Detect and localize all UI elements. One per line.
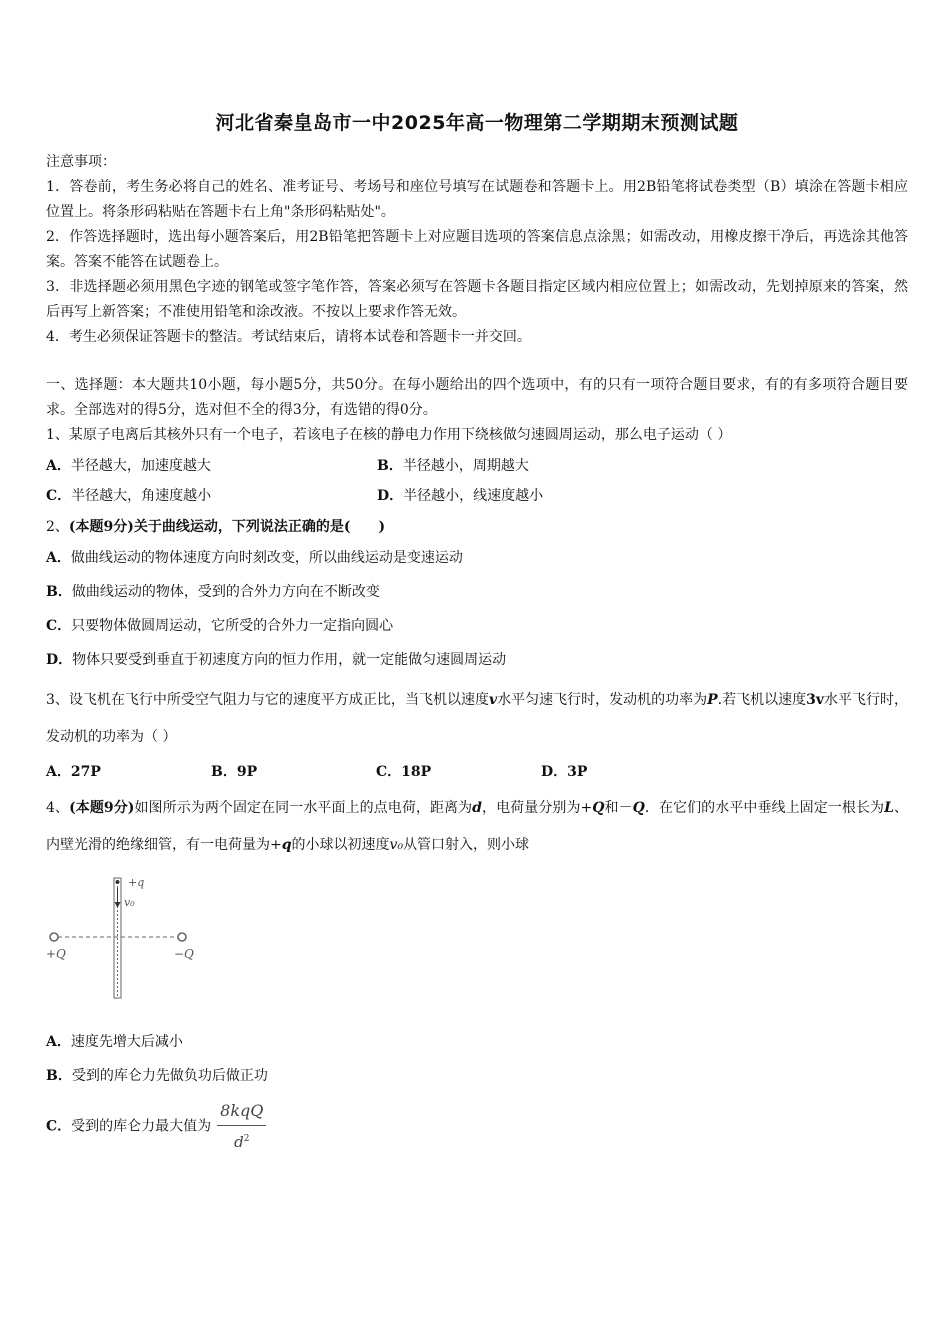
option-letter: C． [46,618,72,634]
question-1-options-row-2 [46,484,908,509]
label-plus-big-q: +Q [46,947,66,961]
option-letter: D． [541,764,568,780]
text-run: ．在它们的水平中垂线上固定一根长为 [644,800,885,816]
velocity-arrow-head [115,902,121,908]
charge-tube-figure [46,874,206,1004]
var-v: v [488,692,498,708]
question-3-options [46,760,908,785]
option-letter: B． [377,458,403,474]
text-run: 、内壁光滑的绝缘细管，有一电荷量为+ [46,800,909,853]
option-letter: B． [46,1068,72,1084]
text-run: 3、设飞机在飞行中所受空气阻力与它的速度平方成正比，当飞机以速度 [46,692,489,708]
option-letter: B． [46,584,72,600]
option-letter: C． [46,488,72,504]
text-run: .若飞机以速度 [717,692,807,708]
section-heading: 一、选择题：本大题共10小题，每小题5分，共50分。在每小题给出的四个选项中，有的只有一项符合题目要求，有的有多项符合题目要求。全部选对的得5分，选对但不全的得3分，有选错的得0分。 [46,377,908,418]
option-b[interactable] [46,1064,908,1089]
small-ball [116,880,120,884]
option-text: 受到的库仑力先做负功后做正功 [71,1068,268,1084]
label-v0: v₀ [124,896,135,909]
question-3 [46,682,908,785]
text-run: 的小球以初速度 [291,837,390,853]
question-score: (本题9分) [68,519,134,535]
exam-page [46,110,908,1164]
option-b[interactable] [211,760,376,785]
notice-item-4: 4．考生必须保证答题卡的整洁。考试结束后，请将本试卷和答题卡一并交回。 [46,329,531,345]
option-text: 9P [236,764,258,780]
var-d: d [472,800,482,816]
option-text: 半径越大，角速度越小 [71,488,212,504]
question-1 [46,423,908,509]
coulomb-max-formula [217,1098,266,1155]
notice-item-2: 2．作答选择题时，选出每小题答案后，用2B铅笔把答题卡上对应题目选项的答案信息点涂黑；如需改动，用橡皮擦干净后，再选涂其他答案。答案不能答在试题卷上。 [46,229,908,270]
question-2 [46,515,908,673]
question-1-options-row-1 [46,454,908,479]
option-text: 半径越大，加速度越大 [70,458,211,474]
option-letter: C． [46,1118,72,1135]
option-c[interactable] [46,614,908,639]
question-3-stem [46,682,908,756]
option-letter: B． [211,764,237,780]
option-text: 27P [70,764,101,780]
text-run: 从管口射入，则小球 [403,837,530,853]
notice-heading: 注意事项： [46,154,116,170]
option-text: 3P [567,764,588,780]
question-number: 4、 [46,800,70,816]
option-d[interactable] [46,648,908,673]
option-letter: D． [377,488,404,504]
text-run: 水平匀速飞行时，发动机的功率为 [497,692,708,708]
var-3v: 3v [806,692,825,708]
option-c[interactable] [376,760,541,785]
var-q-minus: Q [632,800,645,816]
option-d[interactable] [377,484,708,509]
option-text: 18P [401,764,432,780]
var-q-small: q [281,837,292,853]
question-2-stem [46,515,908,540]
text-run: ，电荷量分别为+ [481,800,593,816]
formula-denominator: $d^2$ [234,1133,250,1151]
question-4-stem [46,790,908,864]
text-run: 水平飞行时，发动机的功率为（ ） [46,692,909,745]
notice-item-3: 3．非选择题必须用黑色字迹的钢笔或签字笔作答，答案必须写在答题卡各题目指定区域内相应位置上；如需改动，先划掉原来的答案，然后再写上新答案；不准使用铅笔和涂改液。不按以上要求作答无效。 [46,279,908,320]
option-letter: A． [46,764,71,780]
option-text: 半径越小，周期越大 [402,458,529,474]
text-run: 如图所示为两个固定在同一水平面上的点电荷，距离为 [134,800,473,816]
option-a[interactable] [46,546,908,571]
question-text: 关于曲线运动，下列说法正确的是( ) [133,519,386,535]
option-letter: A． [46,550,71,566]
option-a[interactable] [46,454,377,479]
formula-denominator-var: d [234,1133,244,1151]
option-text: 只要物体做圆周运动，它所受的合外力一定指向圆心 [71,618,394,634]
option-c[interactable] [46,1098,908,1155]
var-p: P [707,692,718,708]
notice-block [46,150,908,350]
option-d[interactable] [541,760,706,785]
question-number: 2、 [46,519,69,535]
option-b[interactable] [46,580,908,605]
option-c[interactable] [46,484,377,509]
positive-charge [50,933,58,941]
figure-svg [46,874,206,1004]
question-score: (本题9分) [69,800,135,816]
option-a[interactable] [46,760,211,785]
option-letter: A． [46,1034,71,1050]
label-minus-big-q: −Q [174,947,194,961]
option-text: 速度先增大后减小 [70,1034,183,1050]
option-a[interactable] [46,1030,908,1055]
text-run: 和－ [604,800,633,816]
option-text: 半径越小，线速度越小 [403,488,544,504]
option-b[interactable] [377,454,708,479]
formula-numerator: 8kqQ [217,1098,266,1126]
option-text: 做曲线运动的物体速度方向时刻改变，所以曲线运动是变速运动 [70,550,463,566]
question-1-stem: 1、某原子电离后其核外只有一个电子，若该电子在核的静电力作用下绕核做匀速圆周运动，那么电子运动（ ） [46,427,732,443]
notice-item-1: 1．答卷前，考生务必将自己的姓名、准考证号、考场号和座位号填写在试题卷和答题卡上。用2B铅笔将试卷类型（B）填涂在答题卡相应位置上。将条形码粘贴在答题卡右上角"条形码粘贴处"。 [46,179,908,220]
option-text: 受到的库仑力最大值为 [71,1118,212,1135]
negative-charge [178,933,186,941]
var-l: L [884,800,894,816]
var-q-plus: Q [592,800,605,816]
label-plus-q: +q [128,876,145,889]
option-text: 做曲线运动的物体，受到的合外力方向在不断改变 [71,584,380,600]
option-letter: C． [376,764,402,780]
option-letter: A． [46,458,71,474]
question-4 [46,790,908,1155]
page-title: 河北省秦皇岛市一中2025年高一物理第二学期期末预测试题 [215,112,739,134]
var-v0: v₀ [389,837,404,853]
option-text: 物体只要受到垂直于初速度方向的恒力作用，就一定能做匀速圆周运动 [72,652,507,668]
option-letter: D． [46,652,73,668]
